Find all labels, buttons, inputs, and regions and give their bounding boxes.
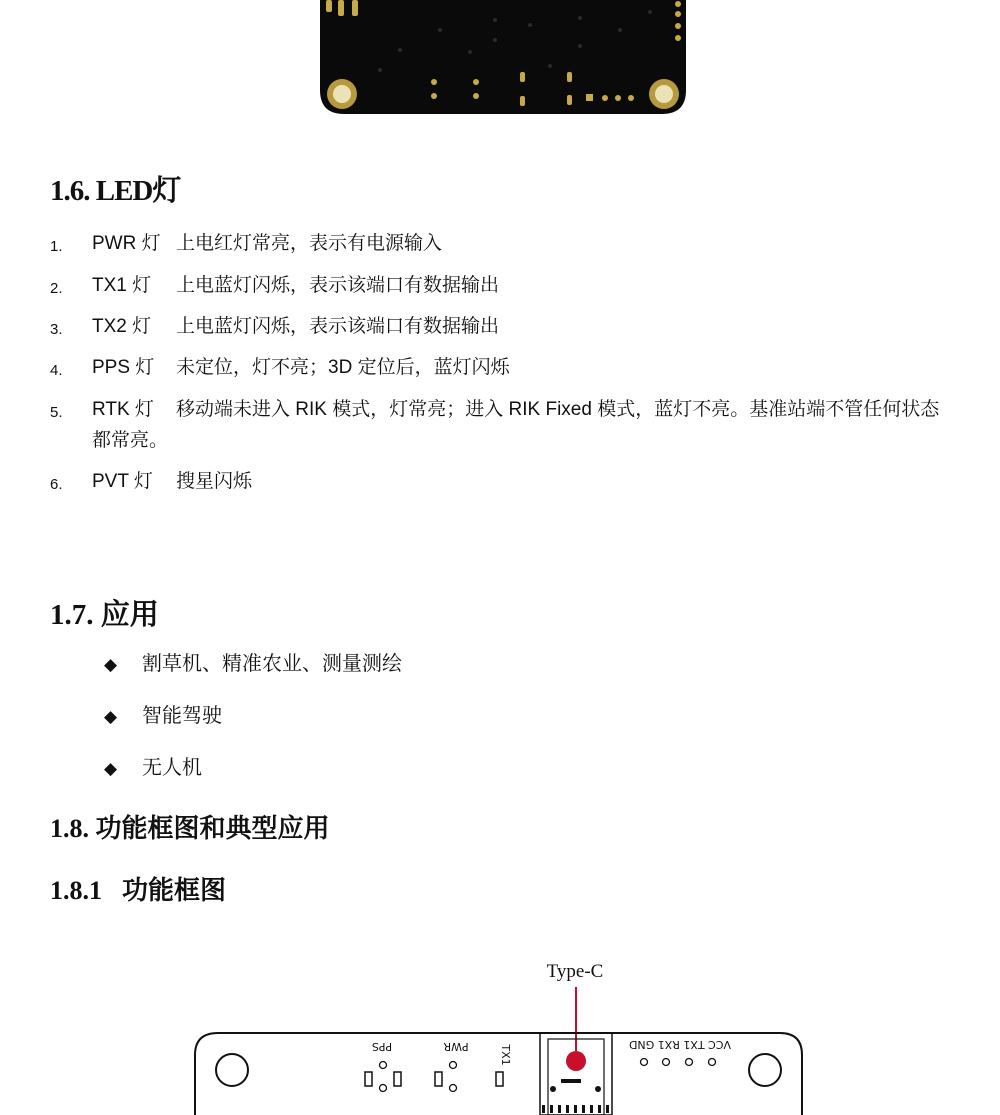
mount-hole-icon (749, 1054, 781, 1086)
led-desc: 上电红灯常亮，表示有电源输入 (176, 233, 443, 254)
type-c-marker-icon (566, 1051, 586, 1071)
list-item (104, 648, 402, 681)
led-label: PPS 灯 (92, 357, 155, 378)
led-desc: 未定位，灯不亮；3D 定位后，蓝灯闪烁 (176, 357, 510, 378)
pps-label: PPS (371, 1040, 393, 1053)
board-outline-diagram (190, 955, 810, 1115)
subsection-title (50, 870, 226, 907)
pwr-label: PWR (443, 1040, 469, 1053)
led-label: PWR 灯 (92, 233, 161, 254)
section-title-block-diagram: 1.8. 功能框图和典型应用 (50, 814, 330, 843)
list-number: 6. (50, 476, 63, 493)
application-text: 无人机 (142, 757, 202, 779)
list-number: 5. (50, 404, 63, 421)
list-item (104, 700, 222, 733)
list-item (104, 752, 202, 785)
application-text: 割草机、精准农业、测量测绘 (142, 653, 402, 675)
tx1-label: TX1 (499, 1044, 512, 1066)
led-label: TX1 灯 (92, 275, 152, 296)
section-title-led: 1.6. LED灯 (50, 175, 181, 207)
led-label: RTK 灯 (92, 399, 154, 420)
led-label: PVT 灯 (92, 471, 153, 492)
list-number: 2. (50, 280, 63, 297)
mount-hole-icon (216, 1054, 248, 1086)
pcb-board-image (320, 0, 686, 116)
list-number: 4. (50, 362, 63, 379)
led-label: TX2 灯 (92, 316, 152, 337)
pin-header-label: VCC TX1 RX1 GND (628, 1038, 732, 1051)
section-title-application: 1.7. 应用 (50, 599, 159, 631)
led-desc: 上电蓝灯闪烁，表示该端口有数据输出 (176, 316, 500, 337)
subsection-text: 功能框图 (122, 876, 227, 905)
led-desc: 上电蓝灯闪烁，表示该端口有数据输出 (176, 275, 500, 296)
led-desc: 搜星闪烁 (176, 471, 253, 492)
application-text: 智能驾驶 (142, 705, 222, 727)
diamond-bullet-icon: ◆ (104, 655, 118, 674)
diamond-bullet-icon: ◆ (104, 707, 118, 726)
diamond-bullet-icon: ◆ (104, 759, 118, 778)
list-number: 1. (50, 238, 63, 255)
type-c-callout: Type-C (546, 961, 604, 982)
led-desc: 移动端未进入 RIK 模式，灯常亮；进入 RIK Fixed 模式，蓝灯不亮。基准站端不管任何状态都常亮。 (92, 399, 940, 451)
list-number: 3. (50, 321, 63, 338)
subsection-number: 1.8.1 (50, 876, 102, 905)
